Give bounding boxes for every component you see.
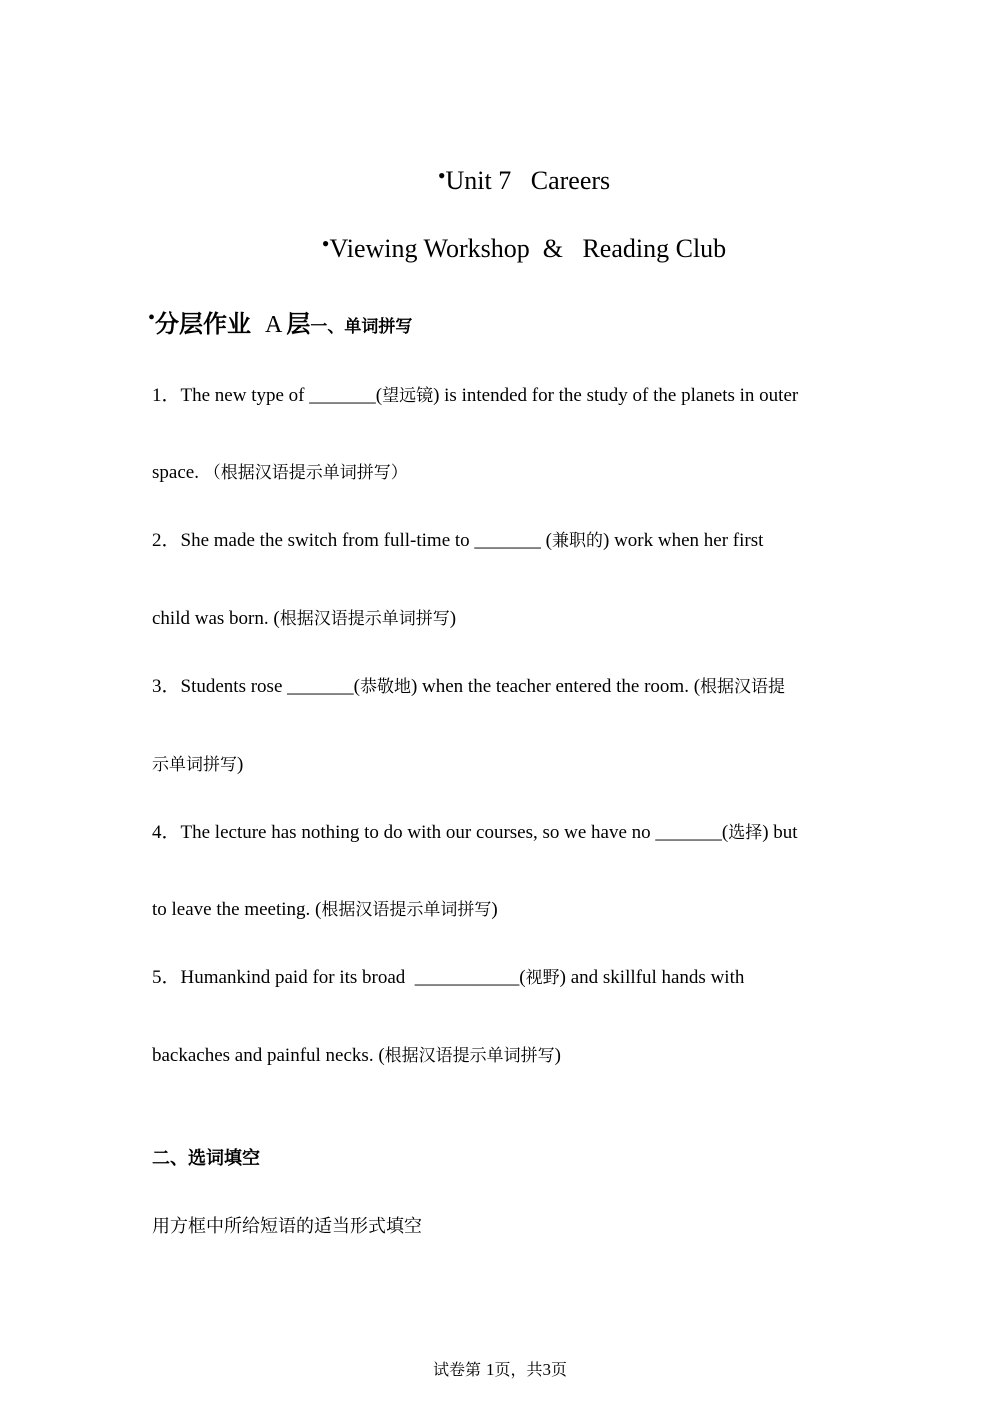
question-number: 4． [152,822,181,843]
question-instruction: 根据汉语提示单词拼写 [321,900,492,920]
bullet-icon: • [437,163,446,188]
question-2-line-2 [152,604,456,630]
question-text: backaches and painful necks. ( [152,1045,385,1066]
question-text: The lecture has nothing to do with our courses, so we have no _______( [180,822,729,843]
question-text: She made the switch from full-time to _______ ( [180,530,552,551]
footer-text: 页 [551,1360,568,1379]
question-text: Humankind paid for its broad ___________( [180,967,526,988]
unit-title-text: Unit 7 Careers [445,166,611,195]
footer-text: 试卷第 [432,1360,487,1379]
unit-title [24,163,1000,196]
question-text: ) but [762,822,798,843]
question-hint: 恭敬地 [359,677,411,697]
question-hint: 望远镜 [382,386,434,406]
question-text: The new type of _______( [180,385,383,406]
question-instruction: 根据汉语提示单词拼写 [279,609,450,629]
section-a-label: 分层作业 [155,310,252,338]
question-text: ) when the teacher entered the room. ( [410,676,701,697]
lesson-title [24,231,1000,264]
question-1-line-2 [152,458,408,484]
question-1-line-1 [152,380,798,407]
section-a-layer: 层 [286,310,311,338]
question-hint: 视野 [525,968,560,988]
section-a-subtitle: 一、单词拼写 [310,317,413,337]
question-text: child was born. ( [152,608,280,629]
question-number: 1． [152,385,181,406]
section-a-letter: A [265,312,283,338]
question-text: ) [449,608,457,629]
question-3-line-1 [152,671,785,698]
question-text: ) [554,1045,561,1066]
question-4-line-2 [152,895,498,921]
question-instruction: 根据汉语提 [700,677,786,697]
question-text: ) and skillful hands with [559,967,745,988]
question-number: 2． [152,530,181,551]
question-2-line-1 [152,525,763,552]
question-5-line-1 [152,962,744,989]
question-text: ) [491,899,498,920]
question-hint: 兼职的 [552,531,603,551]
question-number: 3． [152,676,181,697]
question-text: ) work when her first [603,530,764,551]
bullet-icon: • [148,307,156,329]
question-text: ) is intended for the study of the planets in outer [433,385,799,406]
question-instruction: 根据汉语提示单词拼写 [384,1046,555,1066]
question-text: space. [152,462,204,483]
page-footer [0,1357,1000,1380]
footer-text: 页，共 [494,1360,543,1379]
question-3-line-2 [152,750,243,776]
question-text: Students rose _______( [180,676,360,697]
section-b-instruction: 用方框中所给短语的适当形式填空 [152,1216,422,1237]
question-instruction: （根据汉语提示单词拼写） [203,463,408,483]
question-hint: 选择 [728,823,763,843]
section-a-heading [148,304,412,339]
bullet-icon: • [321,231,330,256]
footer-page-number: 1 [486,1360,495,1379]
question-5-line-2 [152,1041,561,1067]
footer-total-pages: 3 [542,1360,552,1379]
question-4-line-1 [152,817,798,844]
question-text: ) [237,754,244,775]
question-number: 5． [152,967,181,988]
question-instruction: 示单词拼写 [152,755,237,775]
question-text: to leave the meeting. ( [152,899,322,920]
lesson-title-text: Viewing Workshop & Reading Club [329,234,727,263]
section-b-heading: 二、选词填空 [152,1148,260,1169]
